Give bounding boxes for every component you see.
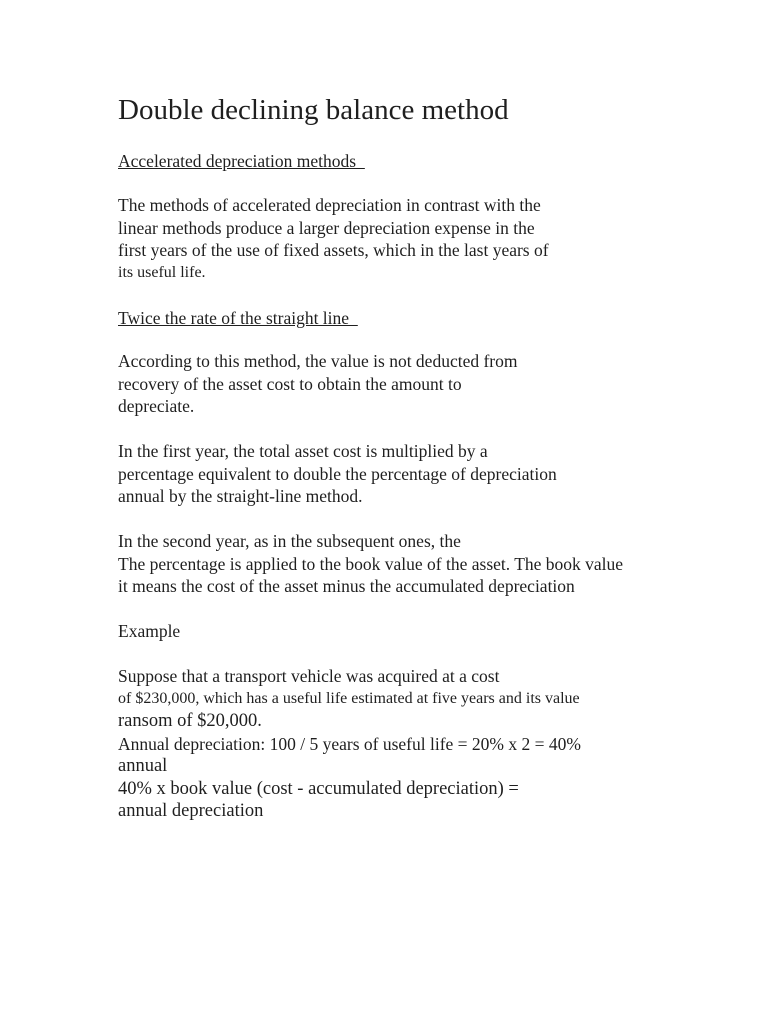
text-line: recovery of the asset cost to obtain the amount to: [118, 373, 462, 394]
text-line: annual by the straight-line method.: [118, 486, 363, 506]
text-line: The methods of accelerated depreciation in contrast with the: [118, 195, 541, 215]
text-line: According to this method, the value is not deducted from: [118, 351, 518, 371]
text-line: ransom of $20,000.: [118, 711, 262, 731]
text-line: of $230,000, which has a useful life estimated at five years and its value: [118, 689, 580, 707]
paragraph-example: [118, 665, 581, 823]
text-line: depreciate.: [118, 396, 195, 416]
text-line: 40% x book value (cost - accumulated depreciation) =: [118, 778, 519, 799]
paragraph-accelerated-intro: [118, 194, 549, 284]
text-line: its useful life.: [118, 263, 206, 281]
text-line: In the first year, the total asset cost is multiplied by a: [118, 441, 488, 461]
text-line: In the second year, as in the subsequent ones, the: [118, 531, 461, 551]
text-line: linear methods produce a larger depreciation expense in the: [118, 217, 535, 238]
text-line: first years of the use of fixed assets, which in the last years of: [118, 240, 549, 260]
paragraph-second-year: [118, 530, 623, 598]
text-line: Suppose that a transport vehicle was acquired at a cost: [118, 666, 500, 686]
text-line: annual depreciation: [118, 801, 264, 821]
text-line: percentage equivalent to double the percentage of depreciation: [118, 463, 557, 484]
section-heading-twice-rate: Twice the rate of the straight line: [118, 308, 358, 328]
paragraph-first-year: [118, 440, 557, 508]
example-heading: Example: [118, 621, 181, 641]
text-line: The percentage is applied to the book value of the asset. The book value: [118, 553, 624, 574]
text-line: annual: [118, 756, 168, 776]
paragraph-method-description: [118, 350, 518, 418]
section-heading-accelerated: Accelerated depreciation methods: [118, 151, 365, 171]
text-line: it means the cost of the asset minus the accumulated depreciation: [118, 576, 575, 596]
text-line: Annual depreciation: 100 / 5 years of useful life = 20% x 2 = 40%: [118, 733, 581, 754]
page-title: Double declining balance method: [118, 94, 509, 126]
